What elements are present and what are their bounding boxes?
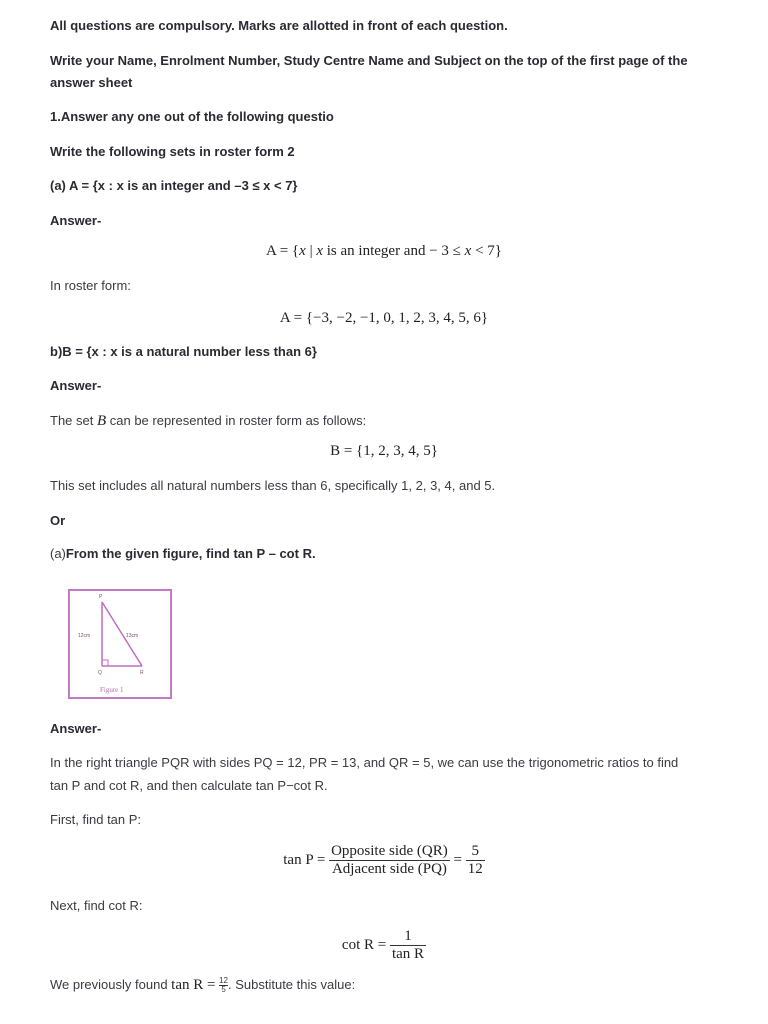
set-a-definition-equation: A = {x | x is an integer and − 3 ≤ x < 7}	[265, 243, 503, 259]
instruction-line-2b: answer sheet	[50, 75, 133, 90]
tan-p-equation: tan P = $\frac{\text{Opposite side (QR)}}{\text{Adjacent side (PQ)}}$ = $\frac{5}{12}$	[283, 843, 483, 877]
q2-para1-line2: tan P and cot R, and then calculate tan P−cot R.	[50, 778, 328, 793]
triangle-figure-svg	[68, 588, 172, 700]
label-q: Q	[98, 670, 102, 676]
label-pr: 13cm	[126, 633, 139, 639]
q2-para1-line1: In the right triangle PQR with sides PQ = 12, PR = 13, and QR = 5, we can use the trigonometric ratios to find	[50, 755, 679, 770]
instruction-line-2a: Write your Name, Enrolment Number, Study Centre Name and Subject on the top of the first page of the	[50, 53, 688, 68]
triangle-figure	[68, 588, 172, 700]
label-p: P	[99, 594, 103, 600]
cot-r-equation: cot R = $\frac{1}{\text{tan R}}$	[341, 928, 425, 962]
set-a-roster-equation: A = {−3, −2, −1, 0, 1, 2, 3, 4, 5, 6}	[279, 310, 489, 326]
set-b-note: This set includes all natural numbers less than 6, specifically 1, 2, 3, 4, and 5.	[50, 478, 496, 493]
q1-b-answer-label: Answer-	[50, 378, 102, 393]
cot-r-fraction: $\frac{1}{\text{tan R}}$	[391, 928, 425, 962]
figure-caption: Figure 1	[100, 686, 124, 694]
first-find-label: First, find tan P:	[50, 812, 142, 827]
tan-r-inline-fraction: $\frac{12}{5}$	[219, 976, 228, 995]
q2-answer-label: Answer-	[50, 721, 102, 736]
label-pq: 12cm	[78, 633, 91, 639]
q1-heading: 1.Answer any one out of the following questio	[50, 109, 334, 124]
right-angle-mark	[102, 660, 108, 666]
q1-a-answer-label: Answer-	[50, 213, 102, 228]
set-b-equation: B = {1, 2, 3, 4, 5}	[330, 443, 438, 459]
or-label: Or	[50, 513, 66, 528]
instruction-line-1: All questions are compulsory. Marks are allotted in front of each question.	[50, 18, 508, 33]
tan-p-fraction: $\frac{\text{Opposite side (QR)}}{\text{Adjacent side (PQ)}}$	[331, 843, 448, 877]
q1-b-question: b)B = {x : x is a natural number less than 6}	[50, 344, 317, 359]
tan-p-value-fraction: $\frac{5}{12}$	[467, 843, 483, 877]
roster-form-label: In roster form:	[50, 278, 131, 293]
set-b-intro: The set B can be represented in roster form as follows:	[50, 413, 367, 429]
q2-question: (a)From the given figure, find tan P – cot R.	[50, 546, 316, 561]
next-find-label: Next, find cot R:	[50, 898, 143, 913]
figure-border	[69, 590, 171, 698]
label-r: R	[140, 670, 144, 676]
previous-found-line: We previously found tan R = $\frac{12}{5}$ . Substitute this value:	[50, 976, 356, 995]
q1-task: Write the following sets in roster form 2	[50, 144, 295, 159]
q1-a-question: (a) A = {x : x is an integer and –3 ≤ x < 7}	[50, 178, 298, 193]
